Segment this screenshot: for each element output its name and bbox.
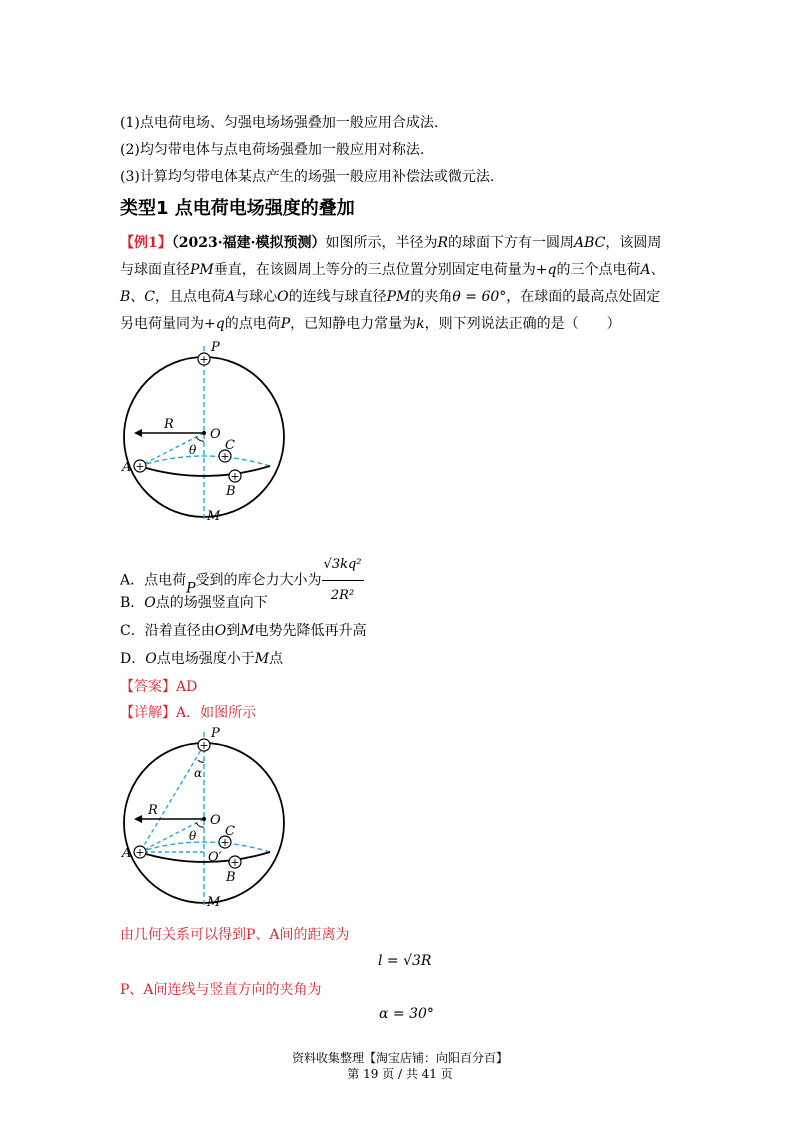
detail-line xyxy=(120,703,256,723)
label-p: P xyxy=(211,340,220,355)
label-theta: θ xyxy=(189,443,197,457)
footer-page-number: 第 19 页 / 共 41 页 xyxy=(347,1067,453,1081)
theta-arc xyxy=(196,437,204,441)
label-o: O xyxy=(210,813,221,828)
footer-source: 资料收集整理【淘宝店铺：向阳百分百】 xyxy=(291,1051,508,1065)
symbol: P xyxy=(280,316,291,332)
text: 的点电荷 xyxy=(224,316,281,332)
option-b xyxy=(120,593,268,613)
symbol: A xyxy=(225,289,236,305)
charge-b xyxy=(229,470,241,483)
svg-text:+: + xyxy=(135,846,145,859)
sphere-figure-2 xyxy=(118,726,288,916)
symbol: PM xyxy=(190,262,214,278)
label-r: R xyxy=(148,803,158,818)
symbol: R xyxy=(437,235,449,251)
label-b: B xyxy=(226,484,236,499)
svg-text:+: + xyxy=(199,739,209,752)
intro-item-3: (3)计算均匀带电体某点产生的场强一般应用补偿法或微元法. xyxy=(120,169,495,185)
symbol: +q xyxy=(535,262,557,278)
label-alpha: α xyxy=(194,766,203,780)
symbol: O xyxy=(277,289,289,305)
symbol: PM xyxy=(386,289,411,305)
symbol: +q xyxy=(204,316,225,332)
symbol: C xyxy=(144,289,156,305)
charge-p xyxy=(198,353,210,366)
alpha-arc xyxy=(198,760,204,762)
label-a: A xyxy=(122,460,132,475)
svg-text:+: + xyxy=(220,836,230,849)
theta-arc xyxy=(196,823,204,827)
text: 如图所示，半径为 xyxy=(325,235,438,251)
option-c xyxy=(120,621,367,641)
text: C．沿着直径由 xyxy=(120,623,215,639)
svg-text:+: + xyxy=(135,460,145,473)
equation-2: α = 30° xyxy=(379,1006,434,1022)
text: 点的场强竖直向下 xyxy=(155,595,268,611)
solution-line-1: 由几何关系可以得到P、A间的距离为 xyxy=(120,927,350,943)
label-o: O xyxy=(210,427,221,442)
symbol: M xyxy=(254,651,270,667)
label-m: M xyxy=(207,509,221,524)
charge-p xyxy=(198,739,210,752)
example-line-3 xyxy=(120,287,660,307)
detail-tag: 【详解】 xyxy=(120,705,176,721)
text: 与球心 xyxy=(235,289,278,305)
symbol: O xyxy=(145,651,157,667)
example-line-4 xyxy=(120,314,621,334)
text: 、 xyxy=(130,289,145,305)
center-point xyxy=(202,431,206,435)
text: 点电场强度小于 xyxy=(156,651,255,667)
label-r: R xyxy=(164,417,174,432)
detail-text: A．如图所示 xyxy=(176,705,257,721)
example-line-2 xyxy=(120,260,665,280)
charge-b xyxy=(229,856,241,869)
label-theta: θ xyxy=(189,829,197,843)
label-o-prime: O′ xyxy=(208,850,222,865)
text: ，则下列说法正确的是（ ） xyxy=(424,316,621,332)
text: 的连线与球直径 xyxy=(288,289,387,305)
text: 、 xyxy=(650,262,665,278)
arrow-head xyxy=(134,429,142,437)
symbol: O xyxy=(214,623,227,639)
text: ，且点电荷 xyxy=(155,289,226,305)
option-d xyxy=(120,649,283,669)
example-tag: 【例1】 xyxy=(120,235,172,251)
text: 的三个点电荷 xyxy=(556,262,641,278)
section-heading: 类型1 点电荷电场强度的叠加 xyxy=(120,198,355,219)
option-a-text: 受到的库仑力大小为 xyxy=(195,572,322,589)
text: 与球面直径 xyxy=(120,262,190,278)
text: 的球面下方有一圆周 xyxy=(448,235,575,251)
text: 到 xyxy=(226,623,241,639)
label-b: B xyxy=(226,870,236,885)
charge-a xyxy=(134,846,146,859)
svg-text:+: + xyxy=(230,856,240,869)
text: B． xyxy=(120,595,145,611)
intro-item-2: (2)均匀带电体与点电荷场强叠加一般应用对称法. xyxy=(120,142,425,158)
answer-line xyxy=(120,677,197,697)
text: ，该圆周 xyxy=(605,235,662,251)
symbol: k xyxy=(416,316,425,332)
example-source: （2023·福建·模拟预测） xyxy=(171,235,326,251)
symbol: O xyxy=(144,595,156,611)
text: ，在球面的最高点处固定 xyxy=(506,289,661,305)
label-a: A xyxy=(122,846,132,861)
label-c: C xyxy=(225,824,235,839)
symbol: P xyxy=(186,580,196,597)
svg-text:+: + xyxy=(220,450,230,463)
equation-1: l = √3R xyxy=(378,953,432,969)
label-m: M xyxy=(207,895,221,910)
intro-item-1: (1)点电荷电场、匀强电场场强叠加一般应用合成法. xyxy=(120,115,439,131)
charge-a xyxy=(134,460,146,473)
svg-text:+: + xyxy=(199,353,209,366)
text: 垂直，在该圆周上等分的三点位置分别固定电荷量为 xyxy=(213,262,536,278)
numerator: √3kq² xyxy=(322,550,364,581)
symbol: θ = 60° xyxy=(452,289,507,305)
symbol: ABC xyxy=(574,235,606,251)
symbol: M xyxy=(240,623,255,639)
text: 电势先降低再升高 xyxy=(254,623,367,639)
text: D． xyxy=(120,651,146,667)
text: 另电荷量同为 xyxy=(120,316,204,332)
symbol: B xyxy=(120,289,131,305)
text: 点 xyxy=(269,651,284,667)
answer-value: AD xyxy=(176,679,198,695)
fraction xyxy=(322,550,364,611)
sphere-figure-1 xyxy=(118,340,288,530)
solution-line-2: P、A间连线与竖直方向的夹角为 xyxy=(120,982,322,998)
option-a-prefix: A．点电荷 xyxy=(120,572,187,589)
label-c: C xyxy=(225,438,235,453)
answer-tag: 【答案】 xyxy=(120,679,176,695)
arrow-head xyxy=(134,815,142,823)
center-point xyxy=(202,817,206,821)
denominator: 2R² xyxy=(330,588,355,603)
svg-text:+: + xyxy=(230,470,240,483)
text: ，已知静电力常量为 xyxy=(290,316,417,332)
example-line-1 xyxy=(120,233,661,253)
text: 的夹角 xyxy=(410,289,453,305)
symbol: A xyxy=(640,262,651,278)
label-p: P xyxy=(211,726,220,741)
